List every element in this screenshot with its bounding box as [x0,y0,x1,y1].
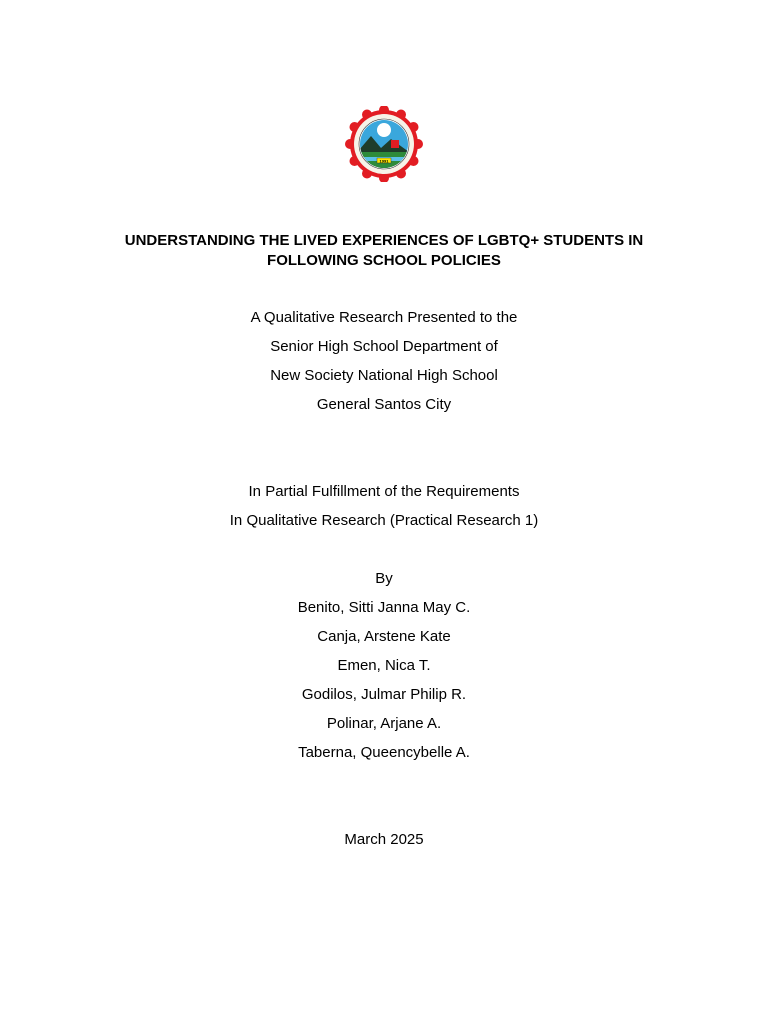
by-label: By [375,570,393,587]
seal-year: 1991 [379,158,389,164]
author-name: Taberna, Queencybelle A. [298,744,470,761]
author-name: Polinar, Arjane A. [326,715,442,732]
presentation-line: New Society National High School [270,367,498,384]
author-name: Canja, Arstene Kate [317,628,451,645]
author-name: Emen, Nica T. [337,657,431,674]
fulfillment-line: In Partial Fulfillment of the Requirements [248,483,520,500]
research-title-line-2: FOLLOWING SCHOOL POLICIES [267,252,501,269]
presentation-line: General Santos City [316,396,452,413]
presentation-line: Senior High School Department of [270,338,498,355]
presentation-line: A Qualitative Research Presented to the [250,309,518,326]
research-title-line-1: UNDERSTANDING THE LIVED EXPERIENCES OF LGBTQ+ STUDENTS IN [124,232,644,249]
author-name: Godilos, Julmar Philip R. [301,686,467,703]
school-seal-logo [339,106,429,182]
submission-date: March 2025 [344,831,424,848]
author-name: Benito, Sitti Janna May C. [297,599,471,616]
fulfillment-line: In Qualitative Research (Practical Research 1) [229,512,539,529]
